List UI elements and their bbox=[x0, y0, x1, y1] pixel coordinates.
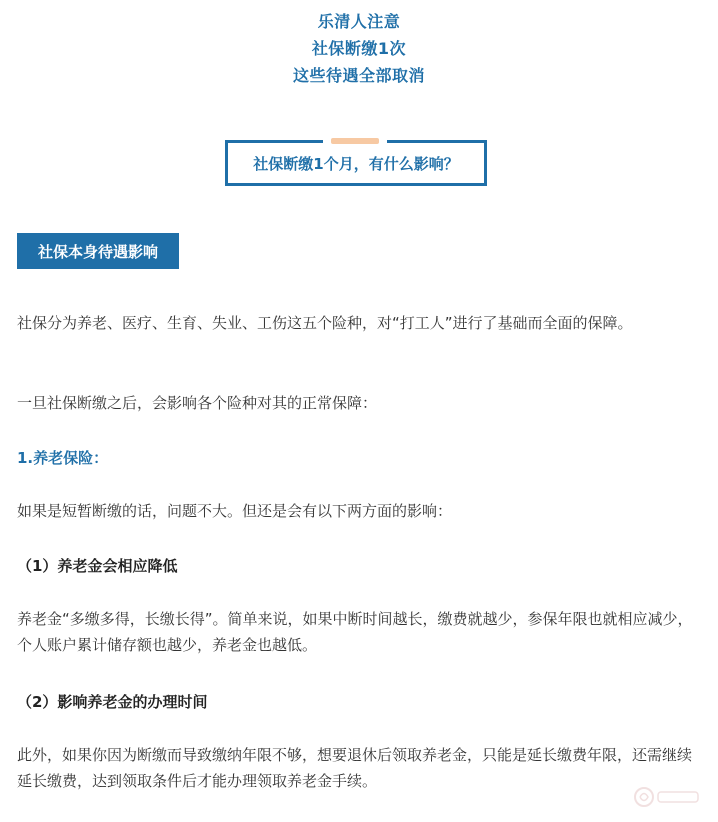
section-box-accent-bar bbox=[331, 138, 379, 144]
title-line-1: 乐清人注意 bbox=[317, 12, 401, 31]
paragraph-pension-time: 此外，如果你因为断缴而导致缴纳年限不够，想要退休后领取养老金，只能是延长缴费年限，还需继续延长缴费，达到领取条件后才能办理领取养老金手续。 bbox=[17, 746, 693, 790]
section-box-tab bbox=[323, 135, 387, 145]
section-header-box bbox=[225, 140, 487, 186]
heading-pension-lower: （1）养老金会相应降低 bbox=[17, 557, 178, 575]
subsection-tag: 社保本身待遇影响 bbox=[17, 233, 179, 269]
watermark-logo-icon bbox=[632, 780, 704, 814]
title-line-3: 这些待遇全部取消 bbox=[292, 66, 425, 85]
heading-pension: 1.养老保险： bbox=[17, 449, 109, 467]
section-header-label: 社保断缴1个月，有什么影响？ bbox=[253, 154, 459, 173]
title-line-2: 社保断缴1次 bbox=[311, 39, 407, 58]
heading-pension-time: （2）影响养老金的办理时间 bbox=[17, 693, 208, 711]
paragraph-short-gap: 如果是短暂断缴的话，问题不大。但还是会有以下两方面的影响： bbox=[17, 502, 453, 520]
paragraph-pension-lower: 养老金“多缴多得，长缴长得”。简单来说，如果中断时间越长，缴费就越少，参保年限也就相应减少，个人账户累计储存额也越少，养老金也越低。 bbox=[17, 610, 693, 654]
paragraph-impact: 一旦社保断缴之后，会影响各个险种对其的正常保障： bbox=[17, 394, 378, 412]
article-title bbox=[0, 8, 718, 89]
paragraph-intro: 社保分为养老、医疗、生育、失业、工伤这五个险种，对“打工人”进行了基础而全面的保障。 bbox=[17, 314, 633, 332]
